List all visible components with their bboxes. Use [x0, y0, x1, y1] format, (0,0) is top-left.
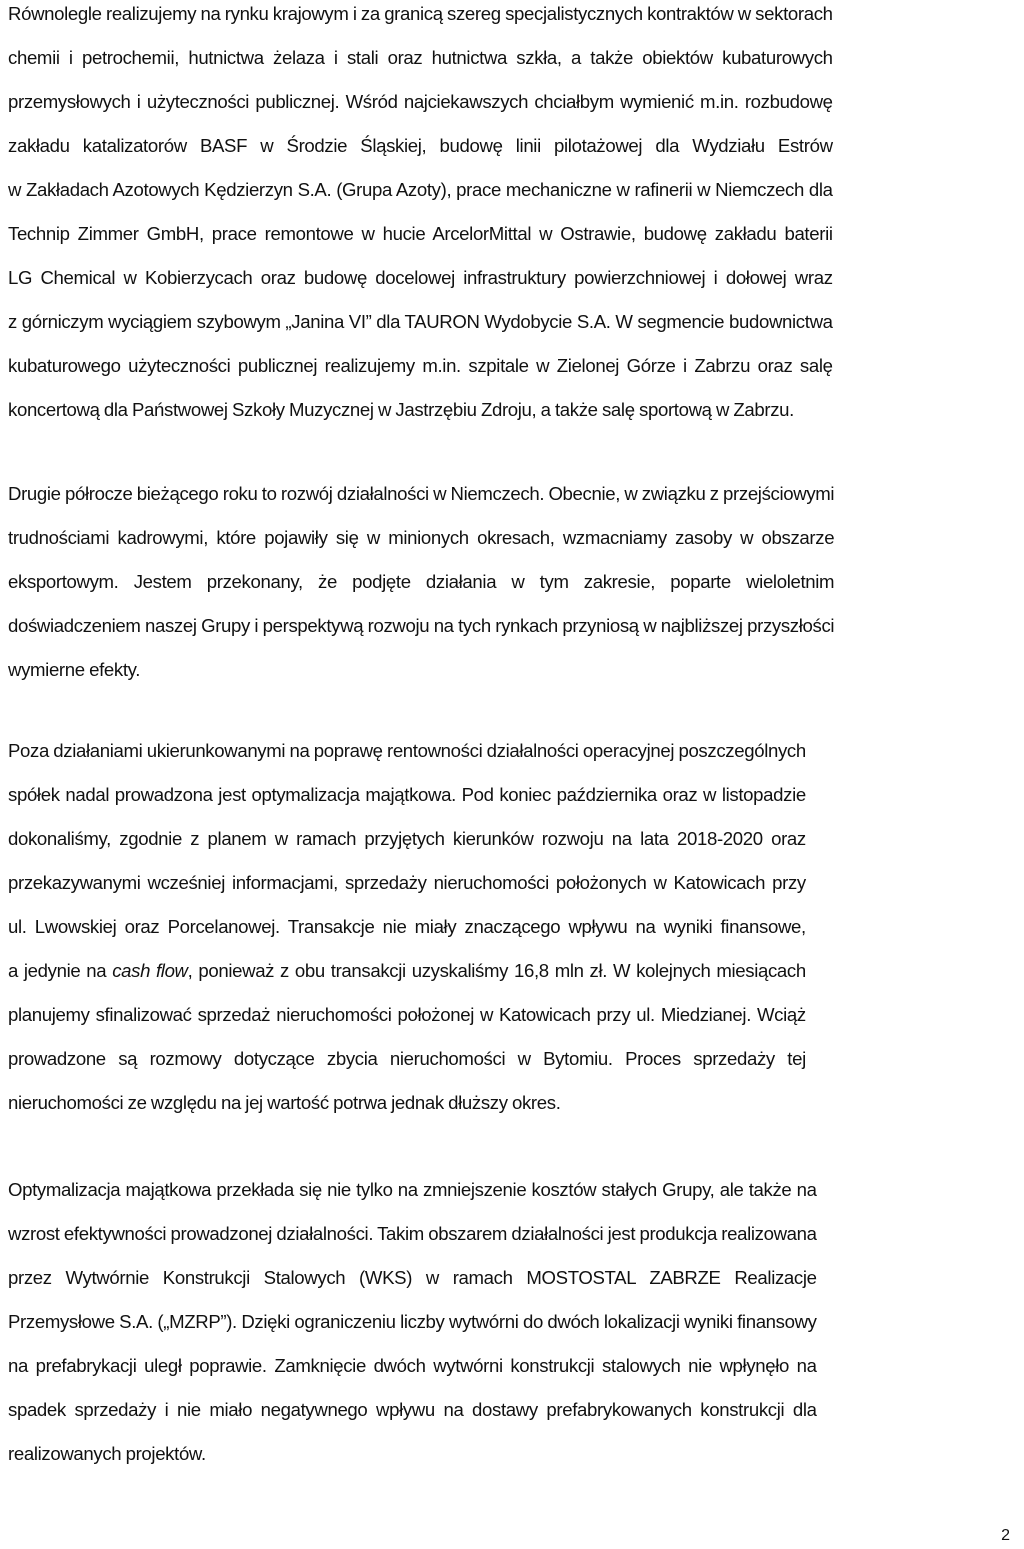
- text-line: Optymalizacja majątkowa przekłada się nie tylko na zmniejszenie kosztów stałych Grupy, ale także na: [8, 1179, 817, 1200]
- text-line: wzrost efektywności prowadzonej działalności. Takim obszarem działalności jest produkcja realizowana: [8, 1223, 817, 1244]
- text-line: Przemysłowe S.A. („MZRP”). Dzięki ograniczeniu liczby wytwórni do dwóch lokalizacji wyniki finansowy: [8, 1311, 817, 1332]
- text-line: przekazywanymi wcześniej informacjami, sprzedaży nieruchomości położonych w Katowicach przy: [8, 872, 806, 893]
- text-line: na prefabrykacji uległ poprawie. Zamknięcie dwóch wytwórni konstrukcji stalowych nie wpłynęło na: [8, 1355, 817, 1376]
- paragraph-contracts: [8, 0, 833, 432]
- text-line: Drugie półrocze bieżącego roku to rozwój działalności w Niemczech. Obecnie, w związku z przejściowymi: [8, 483, 835, 504]
- text-line: zakładu katalizatorów BASF w Środzie Śląskiej, budowę linii pilotażowej dla Wydziału Estrów: [8, 135, 833, 156]
- text-line: planujemy sfinalizować sprzedaż nieruchomości położonej w Katowicach przy ul. Miedzianej. Wciąż: [8, 1004, 806, 1025]
- text-segment: a jedynie na: [8, 960, 113, 981]
- text-line: realizowanych projektów.: [8, 1443, 206, 1464]
- text-line: ul. Lwowskiej oraz Porcelanowej. Transakcje nie miały znaczącego wpływu na wyniki finansowe,: [8, 916, 806, 937]
- text-line: prowadzone są rozmowy dotyczące zbycia nieruchomości w Bytomiu. Proces sprzedaży tej: [8, 1048, 806, 1069]
- text-line: spadek sprzedaży i nie miało negatywnego wpływu na dostawy prefabrykowanych konstrukcji dla: [8, 1399, 817, 1420]
- paragraph-asset-optimization: [8, 729, 806, 1125]
- text-line: z górniczym wyciągiem szybowym „Janina VI” dla TAURON Wydobycie S.A. W segmencie budownictwa: [8, 311, 833, 332]
- text-line: Równolegle realizujemy na rynku krajowym i za granicą szereg specjalistycznych kontraktów w sektorach: [8, 3, 833, 24]
- text-line: koncertową dla Państwowej Szkoły Muzycznej w Jastrzębiu Zdroju, a także salę sportową w Zabrzu.: [8, 399, 794, 420]
- text-line: Technip Zimmer GmbH, prace remontowe w hucie ArcelorMittal w Ostrawie, budowę zakładu baterii: [8, 223, 833, 244]
- text-line: wymierne efekty.: [8, 659, 141, 680]
- text-segment: , ponieważ z obu transakcji uzyskaliśmy 16,8 mln zł. W kolejnych miesiącach: [187, 960, 806, 981]
- paragraph-germany: [8, 472, 834, 692]
- text-line: chemii i petrochemii, hutnictwa żelaza i stali oraz hutnictwa szkła, a także obiektów kubaturowych: [8, 47, 833, 68]
- page-number: 2: [1001, 1527, 1010, 1544]
- text-line: przez Wytwórnie Konstrukcji Stalowych (WKS) w ramach MOSTOSTAL ZABRZE Realizacje: [8, 1267, 817, 1288]
- italic-term: cash flow: [112, 960, 188, 981]
- text-line: eksportowym. Jestem przekonany, że podjęte działania w tym zakresie, poparte wieloletnim: [8, 571, 835, 592]
- paragraph-production: [8, 1168, 817, 1476]
- text-line: przemysłowych i użyteczności publicznej. Wśród najciekawszych chciałbym wymienić m.in. rozbudowę: [8, 91, 833, 112]
- text-line: nieruchomości ze względu na jej wartość potrwa jednak dłuższy okres.: [8, 1092, 561, 1113]
- text-line: trudnościami kadrowymi, które pojawiły się w minionych okresach, wzmacniamy zasoby w obszarze: [8, 527, 835, 548]
- text-line: Poza działaniami ukierunkowanymi na poprawę rentowności działalności operacyjnej poszczególnych: [8, 740, 806, 761]
- text-line: [8, 949, 806, 993]
- text-line: doświadczeniem naszej Grupy i perspektywą rozwoju na tych rynkach przyniosą w najbliższej przyszłości: [8, 615, 835, 636]
- text-line: w Zakładach Azotowych Kędzierzyn S.A. (Grupa Azoty), prace mechaniczne w rafinerii w Niemczech dla: [8, 179, 833, 200]
- text-line: spółek nadal prowadzona jest optymalizacja majątkowa. Pod koniec października oraz w listopadzie: [8, 784, 806, 805]
- text-line: dokonaliśmy, zgodnie z planem w ramach przyjętych kierunków rozwoju na lata 2018-2020 oraz: [8, 828, 806, 849]
- text-line: kubaturowego użyteczności publicznej realizujemy m.in. szpitale w Zielonej Górze i Zabrzu oraz salę: [8, 355, 833, 376]
- text-line: LG Chemical w Kobierzycach oraz budowę docelowej infrastruktury powierzchniowej i dołowej wraz: [8, 267, 833, 288]
